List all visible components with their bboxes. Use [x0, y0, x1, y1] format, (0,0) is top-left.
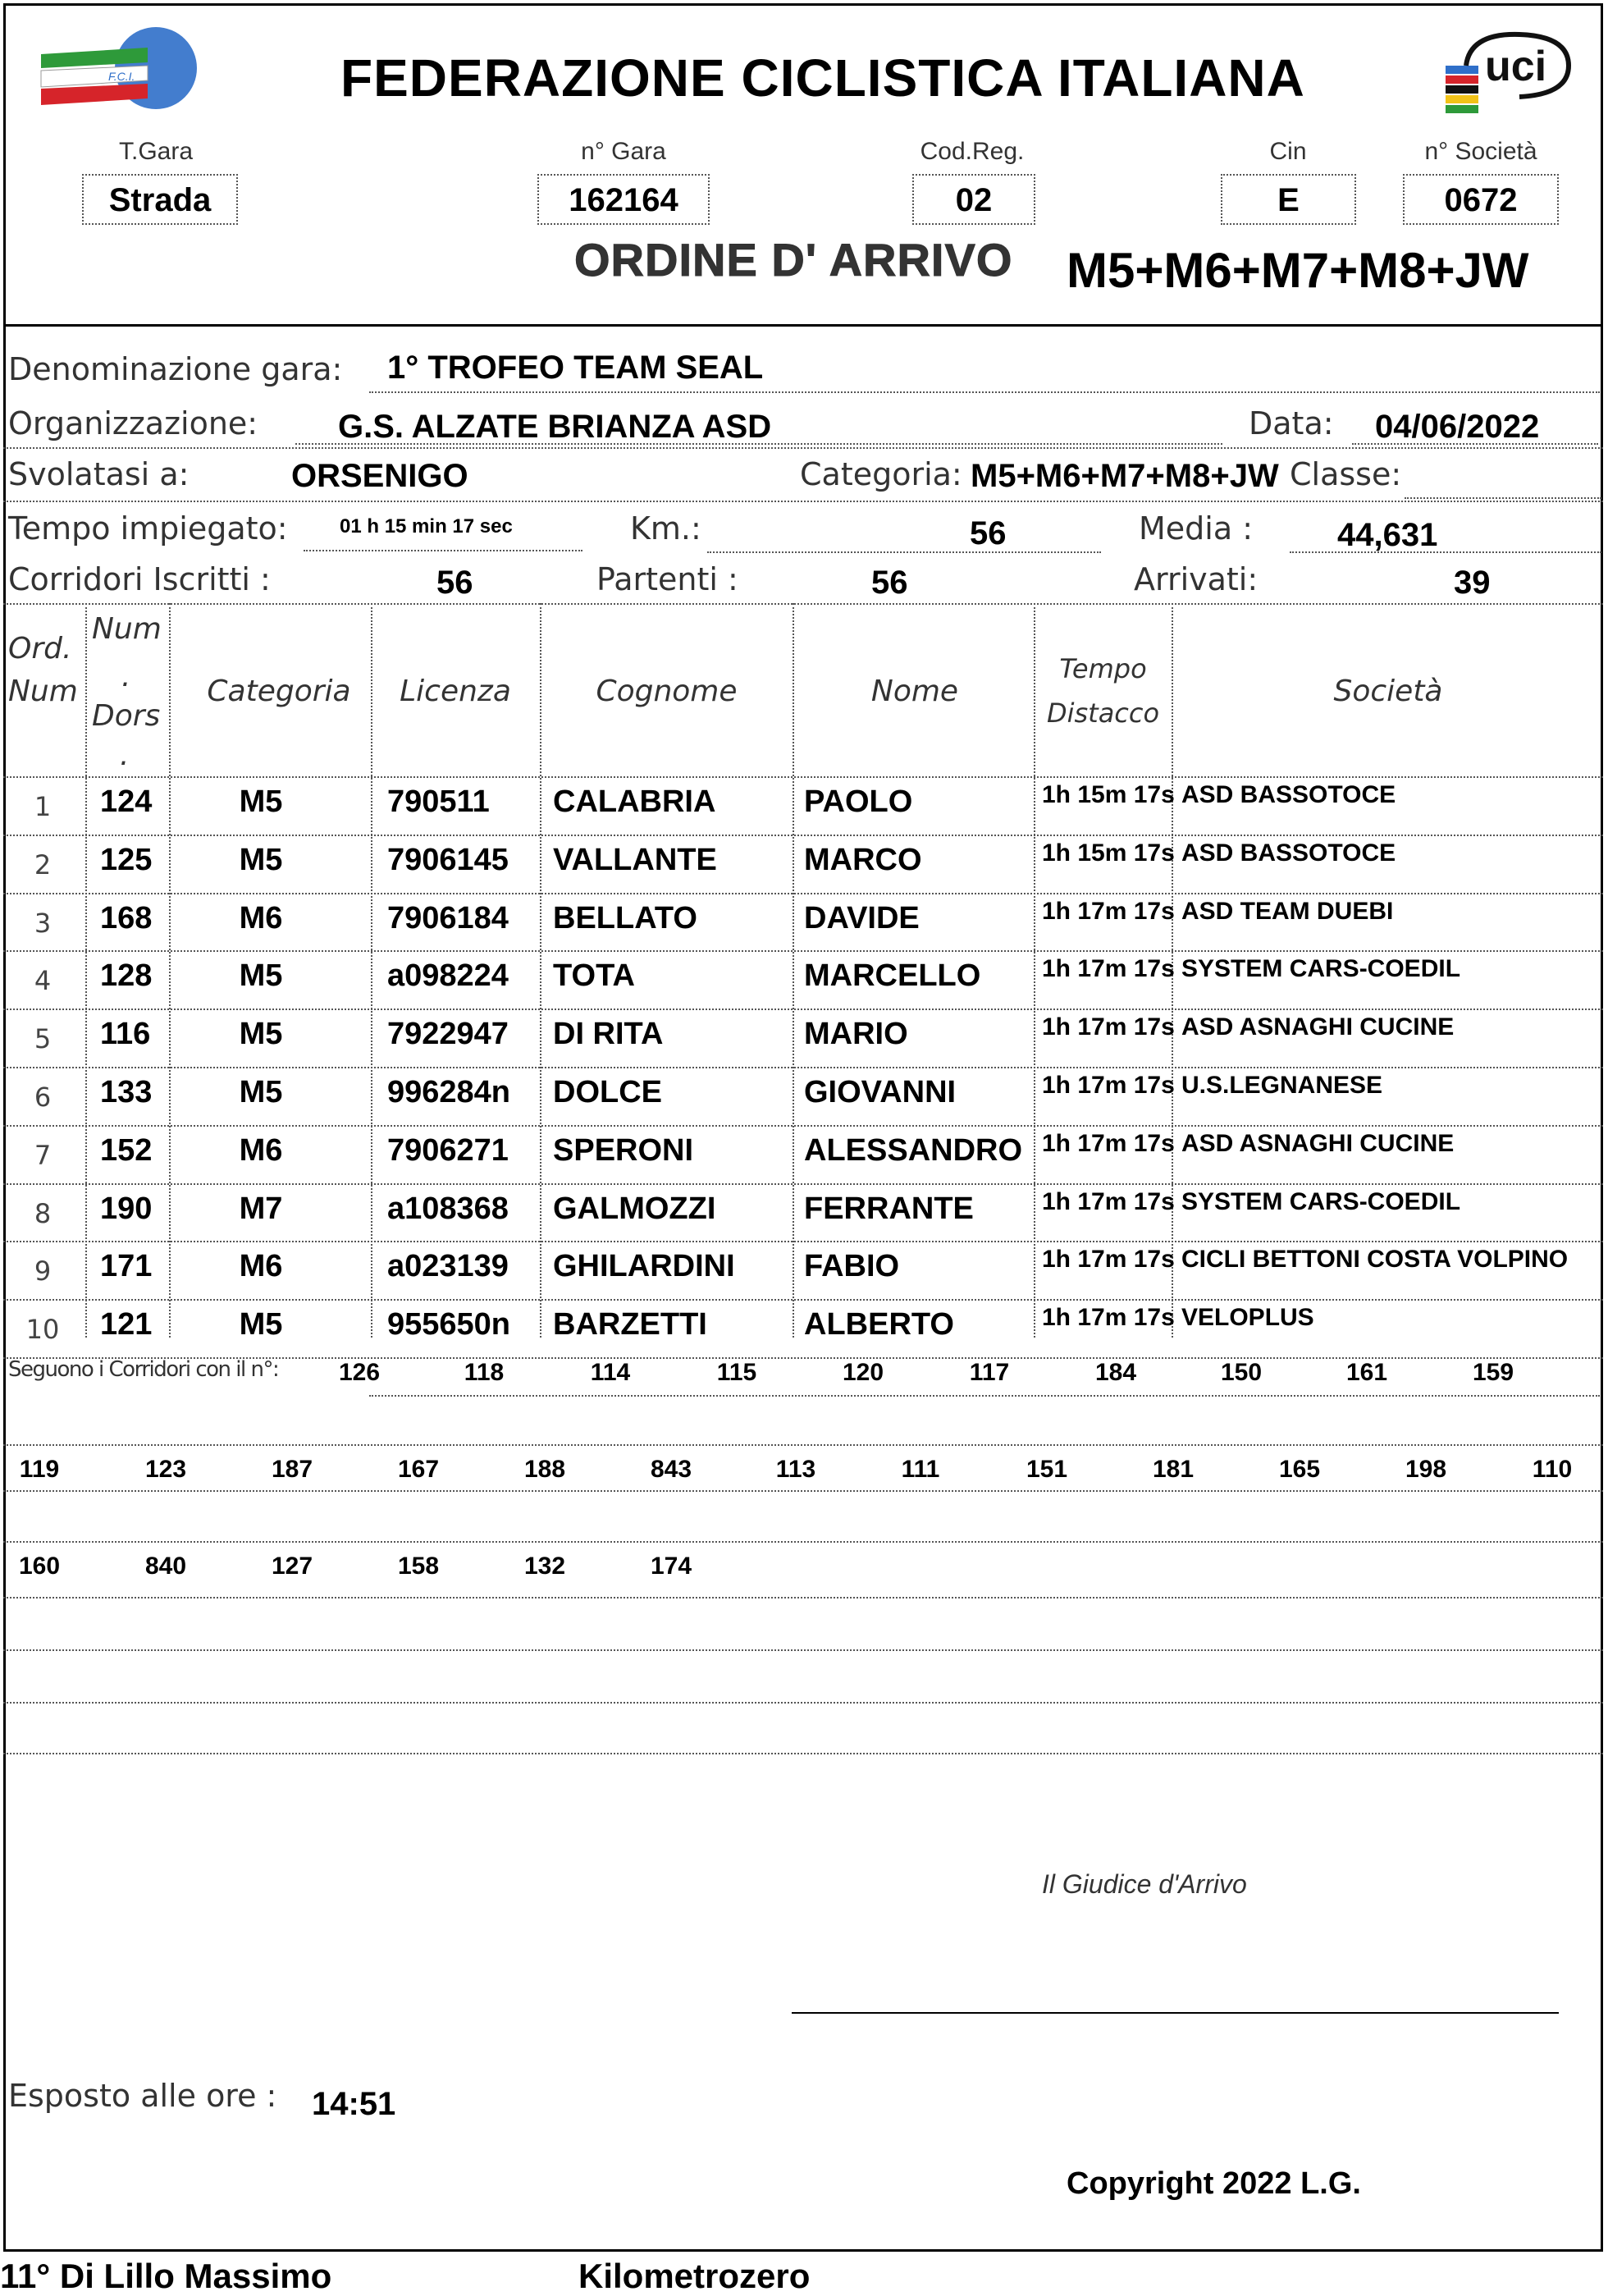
cell-nome: FERRANTE: [804, 1191, 974, 1226]
seguono-number: 113: [775, 1456, 816, 1483]
cell-categoria: M5: [239, 1075, 283, 1109]
cell-licenza: 7922947: [387, 1017, 509, 1052]
cell-licenza: 955650n: [387, 1307, 511, 1342]
hdr-cognome: Cognome: [596, 675, 738, 708]
seguono-number: 117: [969, 1359, 1010, 1386]
cell-nome: MARCO: [804, 842, 922, 877]
svolatasi-label: Svolatasi a:: [8, 456, 190, 492]
seguono-number: 184: [1094, 1359, 1137, 1386]
cell-cognome: BELLATO: [553, 900, 697, 935]
document-frame: [3, 3, 1603, 2252]
cell-licenza: a108368: [387, 1191, 509, 1226]
esposto-label: Esposto alle ore :: [8, 2078, 277, 2114]
copyright: Copyright 2022 L.G.: [1067, 2166, 1361, 2201]
cell-societa: SYSTEM CARS-COEDIL: [1181, 1187, 1461, 1215]
cell-licenza: a023139: [387, 1249, 509, 1284]
cell-societa: U.S.LEGNANESE: [1181, 1072, 1383, 1099]
cell-nome: ALBERTO: [804, 1307, 954, 1342]
cell-num: 190: [100, 1191, 153, 1226]
cell-cognome: CALABRIA: [553, 784, 716, 819]
cell-societa: ASD ASNAGHI CUCINE: [1181, 1129, 1455, 1157]
cell-cognome: GALMOZZI: [553, 1191, 716, 1226]
cell-tempo: 1h 17m 17s: [1042, 1304, 1175, 1332]
seguono-number: 132: [523, 1553, 566, 1580]
hdr-licenza: Licenza: [400, 675, 511, 708]
hdr-num-line2: .: [121, 660, 131, 693]
seguono-number: 158: [397, 1553, 440, 1580]
seguono-number: 161: [1345, 1359, 1388, 1386]
signature-line: [792, 2012, 1559, 2014]
seguono-number: 160: [18, 1553, 61, 1580]
cell-num: 128: [100, 958, 153, 994]
cell-societa: CICLI BETTONI COSTA VOLPINO: [1181, 1246, 1569, 1274]
cell-num: 121: [100, 1307, 153, 1342]
cell-cognome: VALLANTE: [553, 842, 717, 877]
uci-logo: [1437, 25, 1577, 123]
iscritti-value: 56: [436, 565, 473, 601]
esposto-value: 14:51: [312, 2086, 396, 2122]
svolatasi-value: ORSENIGO: [291, 458, 468, 494]
fci-logo: [33, 23, 197, 113]
hdr-num-line1: Num: [92, 612, 162, 646]
row-divider: [3, 950, 1603, 952]
nsocieta-value: 0672: [1403, 174, 1559, 225]
cell-categoria: M5: [239, 784, 283, 819]
cell-cognome: TOTA: [553, 958, 635, 994]
arrivati-value: 39: [1454, 565, 1491, 601]
page-title: FEDERAZIONE CICLISTICA ITALIANA: [340, 48, 1305, 107]
cell-societa: SYSTEM CARS-COEDIL: [1181, 955, 1461, 983]
row-divider: [3, 1183, 1603, 1185]
bottom-name: 11° Di Lillo Massimo: [0, 2257, 332, 2295]
seguono-number: 159: [1472, 1359, 1514, 1386]
cell-tempo: 1h 15m 17s: [1042, 839, 1175, 867]
cell-num: 133: [100, 1075, 153, 1109]
hdr-categoria: Categoria: [207, 675, 351, 708]
cell-num: 124: [100, 784, 153, 819]
cell-ord: 4: [34, 965, 52, 997]
denominazione-value: 1° TROFEO TEAM SEAL: [387, 350, 764, 386]
row-divider: [3, 893, 1603, 894]
cell-tempo: 1h 17m 17s: [1042, 1246, 1175, 1274]
row-divider: [3, 1299, 1603, 1301]
media-value: 44,631: [1337, 517, 1438, 553]
cell-licenza: 7906145: [387, 842, 509, 877]
cell-licenza: 790511: [387, 784, 490, 819]
classe-label: Classe:: [1290, 456, 1402, 492]
cell-ord: 3: [34, 907, 52, 939]
cell-societa: ASD BASSOTOCE: [1181, 839, 1396, 867]
cell-nome: MARIO: [804, 1017, 908, 1052]
media-label: Media :: [1139, 510, 1254, 547]
cell-categoria: M5: [239, 958, 283, 994]
cell-societa: ASD ASNAGHI CUCINE: [1181, 1013, 1455, 1041]
hdr-ord-line1: Ord.: [8, 632, 72, 665]
hdr-dors: Dors: [92, 699, 161, 733]
tgara-value: Strada: [82, 174, 238, 225]
seguono-number: 127: [271, 1553, 313, 1580]
seguono-number: 174: [650, 1553, 692, 1580]
cell-societa: VELOPLUS: [1181, 1304, 1314, 1332]
cell-num: 152: [100, 1132, 153, 1168]
cell-tempo: 1h 17m 17s: [1042, 1072, 1175, 1099]
cell-ord: 10: [25, 1314, 60, 1346]
seguono-number: 843: [650, 1456, 692, 1483]
cell-tempo: 1h 17m 17s: [1042, 1187, 1175, 1215]
cell-ord: 1: [34, 791, 52, 822]
cell-categoria: M5: [239, 1307, 283, 1342]
organizzazione-value: G.S. ALZATE BRIANZA ASD: [338, 409, 772, 445]
seguono-number: 111: [901, 1456, 940, 1483]
cell-nome: FABIO: [804, 1249, 900, 1284]
seguono-label: Seguono i Corridori con il n°:: [8, 1357, 279, 1382]
cell-tempo: 1h 15m 17s: [1042, 781, 1175, 808]
ordine-arrivo-heading: ORDINE D' ARRIVO: [574, 234, 1013, 286]
seguono-number: 114: [590, 1359, 631, 1386]
cell-categoria: M5: [239, 1017, 283, 1052]
data-value: 04/06/2022: [1375, 409, 1540, 445]
cell-ord: 9: [34, 1255, 52, 1287]
cell-cognome: GHILARDINI: [553, 1249, 735, 1284]
row-divider: [3, 1009, 1603, 1010]
cell-cognome: SPERONI: [553, 1132, 694, 1168]
seguono-number: 123: [144, 1456, 187, 1483]
categoria-label: Categoria:: [800, 456, 962, 492]
hdr-societa: Società: [1333, 675, 1443, 708]
cell-categoria: M5: [239, 842, 283, 877]
cell-societa: ASD TEAM DUEBI: [1181, 897, 1394, 925]
cell-tempo: 1h 17m 17s: [1042, 897, 1175, 925]
codreg-value: 02: [912, 174, 1035, 225]
seguono-number: 150: [1220, 1359, 1263, 1386]
seguono-number: 187: [271, 1456, 313, 1483]
hdr-tempo-line2: Distacco: [1046, 697, 1160, 729]
seguono-number: 840: [144, 1553, 187, 1580]
seguono-number: 181: [1152, 1456, 1195, 1483]
tempo-value: 01 h 15 min 17 sec: [340, 515, 513, 537]
ngara-label: n° Gara: [581, 138, 666, 165]
cell-ord: 7: [34, 1139, 52, 1171]
cell-licenza: 7906184: [387, 900, 509, 935]
cell-nome: ALESSANDRO: [804, 1132, 1023, 1168]
row-divider: [3, 1067, 1603, 1068]
cell-num: 116: [100, 1017, 151, 1052]
hdr-nome: Nome: [870, 675, 959, 708]
data-label: Data:: [1249, 405, 1334, 441]
seguono-number: 198: [1405, 1456, 1447, 1483]
hdr-num-line4: .: [120, 739, 130, 772]
categories-heading: M5+M6+M7+M8+JW: [1067, 243, 1529, 298]
uci-logo-text: uci: [1485, 43, 1547, 90]
partenti-label: Partenti :: [596, 561, 738, 597]
categoria-value: M5+M6+M7+M8+JW: [971, 458, 1279, 494]
km-label: Km.:: [630, 510, 701, 547]
cell-ord: 6: [34, 1082, 52, 1113]
seguono-number: 119: [19, 1456, 60, 1483]
arrivati-label: Arrivati:: [1134, 561, 1259, 597]
header-divider: [3, 324, 1603, 327]
cell-categoria: M6: [239, 900, 283, 935]
cell-licenza: a098224: [387, 958, 509, 994]
row-divider: [3, 835, 1603, 836]
cell-categoria: M7: [239, 1191, 283, 1226]
seguono-number: 115: [716, 1359, 757, 1386]
cell-nome: PAOLO: [804, 784, 913, 819]
cin-value: E: [1221, 174, 1356, 225]
cell-nome: GIOVANNI: [804, 1075, 957, 1109]
nsocieta-label: n° Società: [1424, 138, 1537, 165]
codreg-label: Cod.Reg.: [920, 138, 1025, 165]
cell-ord: 5: [34, 1023, 52, 1055]
cin-label: Cin: [1269, 138, 1307, 165]
row-divider: [3, 1241, 1603, 1242]
cell-tempo: 1h 17m 17s: [1042, 1129, 1175, 1157]
cell-societa: ASD BASSOTOCE: [1181, 781, 1396, 808]
cell-num: 168: [100, 900, 153, 935]
denominazione-label: Denominazione gara:: [8, 351, 343, 387]
bottom-team: Kilometrozero: [578, 2257, 811, 2295]
cell-tempo: 1h 17m 17s: [1042, 955, 1175, 983]
seguono-number: 126: [338, 1359, 381, 1386]
seguono-number: 110: [1532, 1456, 1573, 1483]
seguono-number: 151: [1026, 1456, 1068, 1483]
seguono-number: 167: [397, 1456, 440, 1483]
fci-logo-text: F.C.I.: [108, 70, 135, 83]
seguono-number: 165: [1278, 1456, 1321, 1483]
cell-licenza: 7906271: [387, 1132, 509, 1168]
cell-categoria: M6: [239, 1249, 283, 1284]
cell-num: 125: [100, 842, 153, 877]
cell-nome: MARCELLO: [804, 958, 981, 994]
cell-ord: 2: [34, 848, 52, 880]
cell-categoria: M6: [239, 1132, 283, 1168]
seguono-number: 120: [842, 1359, 884, 1386]
iscritti-label: Corridori Iscritti :: [8, 561, 271, 597]
cell-nome: DAVIDE: [804, 900, 920, 935]
cell-cognome: BARZETTI: [553, 1307, 707, 1342]
organizzazione-label: Organizzazione:: [8, 405, 258, 441]
ngara-value: 162164: [537, 174, 710, 225]
partenti-value: 56: [871, 565, 908, 601]
hdr-tempo-line1: Tempo: [1059, 653, 1147, 684]
cell-tempo: 1h 17m 17s: [1042, 1013, 1175, 1041]
cell-cognome: DOLCE: [553, 1075, 662, 1109]
cell-ord: 8: [34, 1197, 52, 1229]
tgara-label: T.Gara: [118, 138, 194, 165]
km-value: 56: [970, 515, 1007, 551]
cell-num: 171: [100, 1249, 153, 1284]
cell-licenza: 996284n: [387, 1075, 511, 1109]
seguono-number: 118: [464, 1359, 505, 1386]
hdr-ord-line2: Num: [8, 675, 78, 708]
tempo-label: Tempo impiegato:: [8, 510, 288, 547]
cell-cognome: DI RITA: [553, 1017, 664, 1052]
giudice-label: Il Giudice d'Arrivo: [1042, 1869, 1247, 1899]
row-divider: [3, 1125, 1603, 1127]
seguono-number: 188: [523, 1456, 566, 1483]
